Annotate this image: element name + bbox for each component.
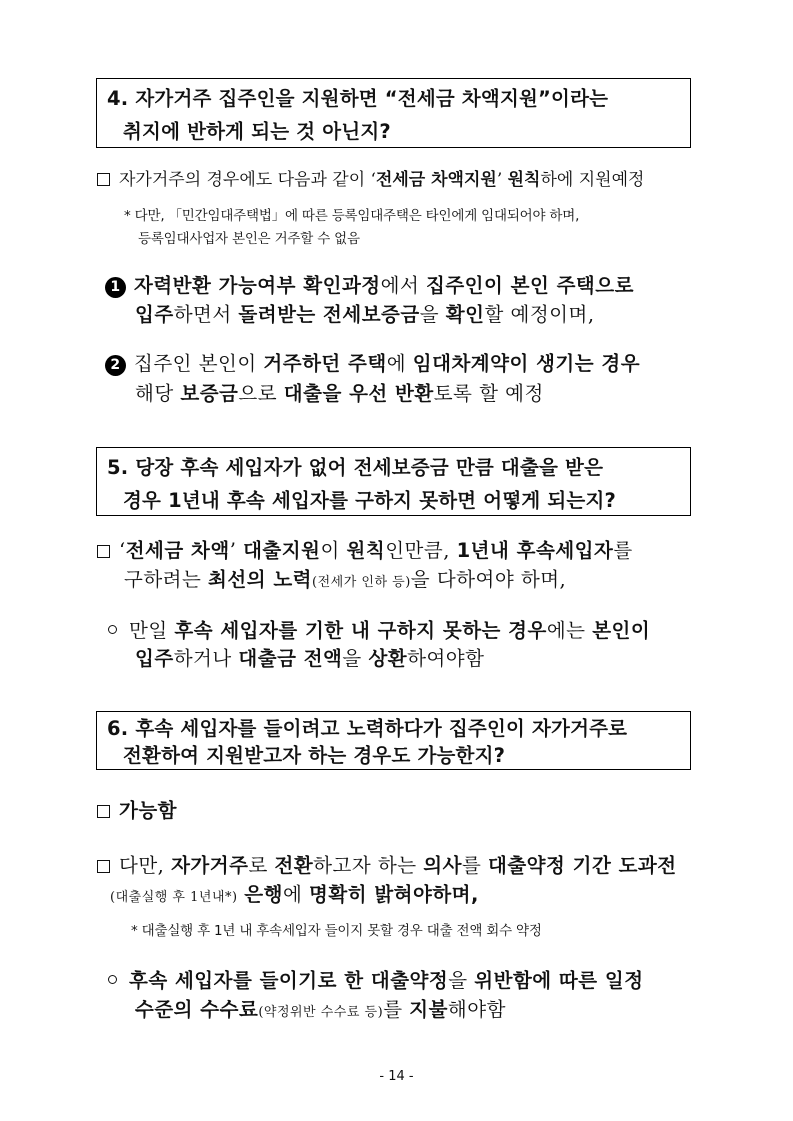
q4-item1-line1: 1 자력반환 가능여부 확인과정에서 집주인이 본인 주택으로 [105, 273, 634, 299]
question-box-5 [96, 447, 691, 516]
circle-bullet-icon [108, 975, 117, 984]
question-box-4 [96, 78, 691, 148]
q6-answer: 가능함 [97, 798, 177, 824]
q4-item1-line2: 입주하면서 돌려받는 전세보증금을 확인할 예정이며, [135, 303, 595, 326]
q5-sub-line1: 만일 후속 세입자를 기한 내 구하지 못하는 경우에는 본인이 [108, 618, 650, 644]
question-5-line2: 경우 1년내 후속 세입자를 구하지 못하면 어떻게 되는지? [123, 489, 617, 512]
q6-sub-line1: 후속 세입자를 들이기로 한 대출약정을 위반함에 따른 일정 [108, 968, 644, 994]
square-bullet-icon [97, 805, 110, 818]
q4-item2-line2: 해당 보증금으로 대출을 우선 반환토록 할 예정 [135, 382, 544, 405]
q4-bullet: 자가거주의 경우에도 다음과 같이 ‘전세금 차액지원’ 원칙하에 지원예정 [97, 169, 644, 191]
question-5-line1: 5. 당장 후속 세입자가 없어 전세보증금 만큼 대출을 받은 [107, 456, 604, 479]
question-box-6 [96, 711, 691, 770]
page-number: - 14 - [379, 1069, 414, 1084]
square-bullet-icon [97, 545, 110, 558]
q6-bullet-line2: (대출실행 후 1년내*) 은행에 명확히 밝혀야하며, [110, 883, 479, 906]
q5-bullet-line1: ‘전세금 차액’ 대출지원이 원칙인만큼, 1년내 후속세입자를 [97, 538, 633, 564]
q6-sub-line2: 수준의 수수료(약정위반 수수료 등)를 지불해야함 [135, 998, 506, 1021]
numbered-circle-icon: 2 [105, 355, 126, 376]
q4-note-line2: 등록임대사업자 본인은 거주할 수 없음 [138, 231, 360, 247]
q6-bullet-line1: 다만, 자가거주로 전환하고자 하는 의사를 대출약정 기간 도과전 [97, 853, 677, 879]
q4-item2-line1: 2 집주인 본인이 거주하던 주택에 임대차계약이 생기는 경우 [105, 351, 640, 377]
square-bullet-icon [97, 860, 110, 873]
q5-sub-line2: 입주하거나 대출금 전액을 상환하여야함 [135, 647, 485, 670]
numbered-circle-icon: 1 [105, 277, 126, 298]
question-6-line2: 전환하여 지원받고자 하는 경우도 가능한지? [123, 744, 506, 767]
question-6-line1: 6. 후속 세입자를 들이려고 노력하다가 집주인이 자가거주로 [107, 717, 628, 740]
question-4-line1: 4. 자가거주 집주인을 지원하면 “전세금 차액지원”이라는 [107, 87, 609, 110]
question-4-line2: 취지에 반하게 되는 것 아닌지? [123, 120, 391, 143]
q4-note-line1: * 다만, 「민간임대주택법」에 따른 등록임대주택은 타인에게 임대되어야 하며, [124, 208, 580, 224]
q6-note: * 대출실행 후 1년 내 후속세입자 들이지 못할 경우 대출 전액 회수 약정 [131, 923, 542, 939]
q5-bullet-line2: 구하려는 최선의 노력(전세가 인하 등)을 다하여야 하며, [124, 568, 567, 591]
square-bullet-icon [97, 173, 110, 186]
circle-bullet-icon [108, 625, 117, 634]
